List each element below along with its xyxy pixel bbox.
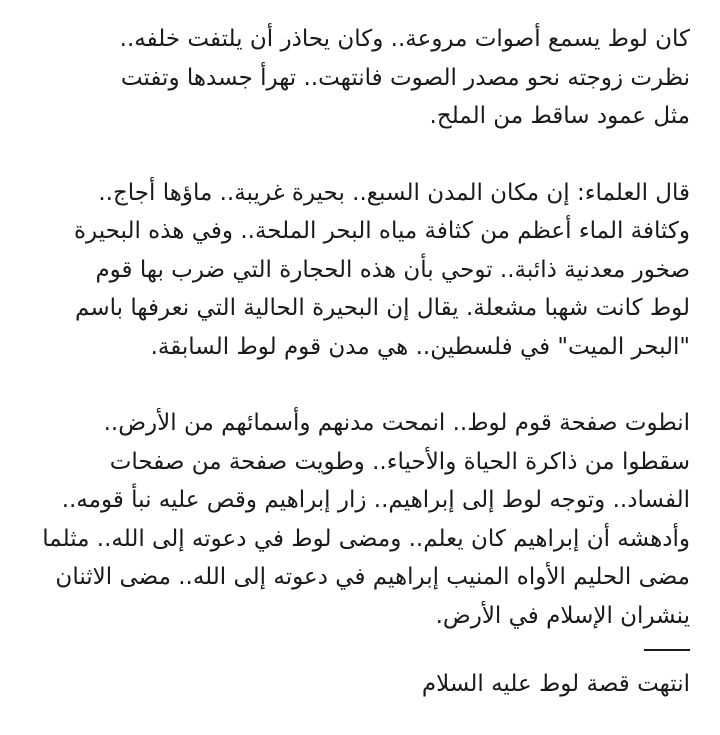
text-line: صخور معدنية ذائبة.. توحي بأن هذه الحجارة التي ضرب بها قوم — [95, 256, 690, 283]
paragraph-ending — [30, 404, 690, 635]
text-line: وكثافة الماء أعظم من كثافة مياه البحر الملحة.. وفي هذه البحيرة — [74, 218, 690, 244]
section-divider — [644, 649, 690, 651]
text-line: نظرت زوجته نحو مصدر الصوت فانتهت.. تهرأ جسدها وتفتت — [120, 64, 690, 91]
text-line: سقطوا من ذاكرة الحياة والأحياء.. وطويت صفحة من صفحات — [109, 448, 690, 475]
text-line: انطوت صفحة قوم لوط.. انمحت مدنهم وأسمائهم من الأرض.. — [103, 410, 690, 436]
text-line: كان لوط يسمع أصوات مروعة.. وكان يحاذر أن يلتفت خلفه.. — [119, 26, 690, 52]
paragraph-scholars — [30, 174, 690, 367]
text-line: قال العلماء: إن مكان المدن السبع.. بحيرة غريبة.. ماؤها أجاج.. — [98, 179, 690, 206]
text-line: ينشران الإسلام في الأرض. — [435, 602, 690, 629]
text-line: الفساد.. وتوجه لوط إلى إبراهيم.. زار إبراهيم وقص عليه نبأ قومه.. — [61, 487, 690, 513]
paragraph-lot-escape — [30, 20, 690, 136]
text-line: "البحر الميت" في فلسطين.. هي مدن قوم لوط السابقة. — [150, 333, 690, 360]
story-page — [30, 20, 690, 704]
text-line: مضى الحليم الأواه المنيب إبراهيم في دعوته إلى الله.. مضى الاثنان — [55, 564, 690, 590]
text-line: وأدهشه أن إبراهيم كان يعلم.. ومضى لوط في دعوته إلى الله.. مثلما — [42, 525, 690, 552]
text-line: مثل عمود ساقط من الملح. — [429, 103, 690, 129]
text-line: لوط كانت شهبا مشعلة. يقال إن البحيرة الحالية التي نعرفها باسم — [75, 295, 690, 321]
story-end-note: انتهت قصة لوط عليه السلام — [421, 671, 690, 697]
